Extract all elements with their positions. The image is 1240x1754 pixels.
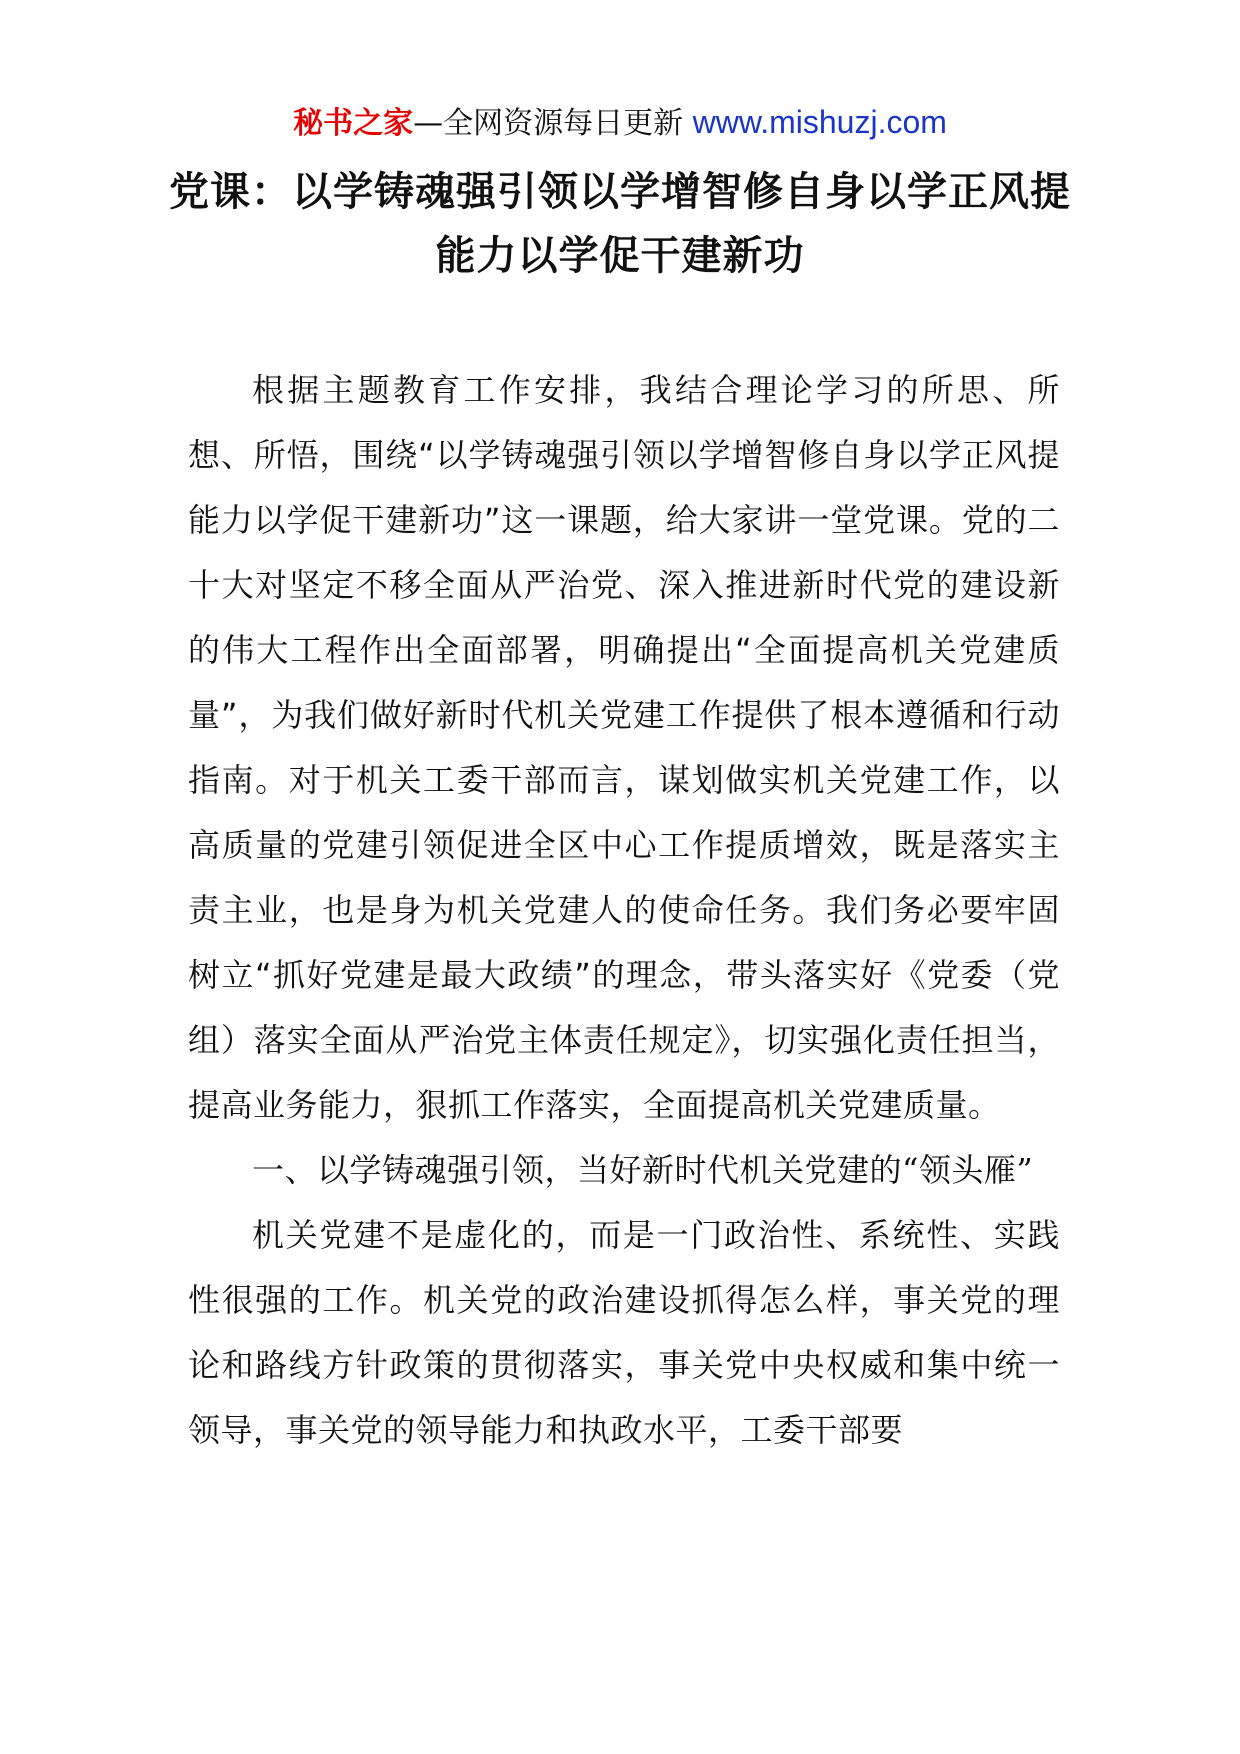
section-1-paragraph: 机关党建不是虚化的，而是一门政治性、系统性、实践性很强的工作。机关党的政治建设抓得怎么样，事关党的理论和路线方针政策的贯彻落实，事关党中央权威和集中统一领导，事关党的领导能力和执政水平，工委干部要 (188, 1216, 1060, 1449)
site-tagline: —全网资源每日更新 (413, 106, 693, 141)
document-title: 党课：以学铸魂强引领以学增智修自身以学正风提能力以学促干建新功 (169, 169, 1071, 279)
intro-paragraph: 根据主题教育工作安排，我结合理论学习的所思、所想、所悟，围绕“以学铸魂强引领以学增智修自身以学正风提能力以学促干建新功”这一课题，给大家讲一堂党课。党的二十大对坚定不移全面从严治党、深入推进新时代党的建设新的伟大工程作出全面部署，明确提出“全面提高机关党建质量”，为我们做好新时代机关党建工作提供了根本遵循和行动指南。对于机关工委干部而言，谋划做实机关党建工作，以高质量的党建引领促进全区中心工作提质增效，既是落实主责主业，也是身为机关党建人的使命任务。我们务必要牢固树立“抓好党建是最大政绩”的理念，带头落实好《党委（党组）落实全面从严治党主体责任规定》，切实强化责任担当，提高业务能力，狠抓工作落实，全面提高机关党建质量。 (188, 371, 1060, 1124)
site-url-link[interactable]: www.mishuzj.com (692, 104, 947, 140)
site-brand: 秘书之家 (293, 106, 414, 141)
site-header (0, 100, 1240, 146)
section-heading-1: 一、以学铸魂强引领，当好新时代机关党建的“领头雁” (252, 1151, 1034, 1189)
document-body (188, 358, 1060, 1463)
